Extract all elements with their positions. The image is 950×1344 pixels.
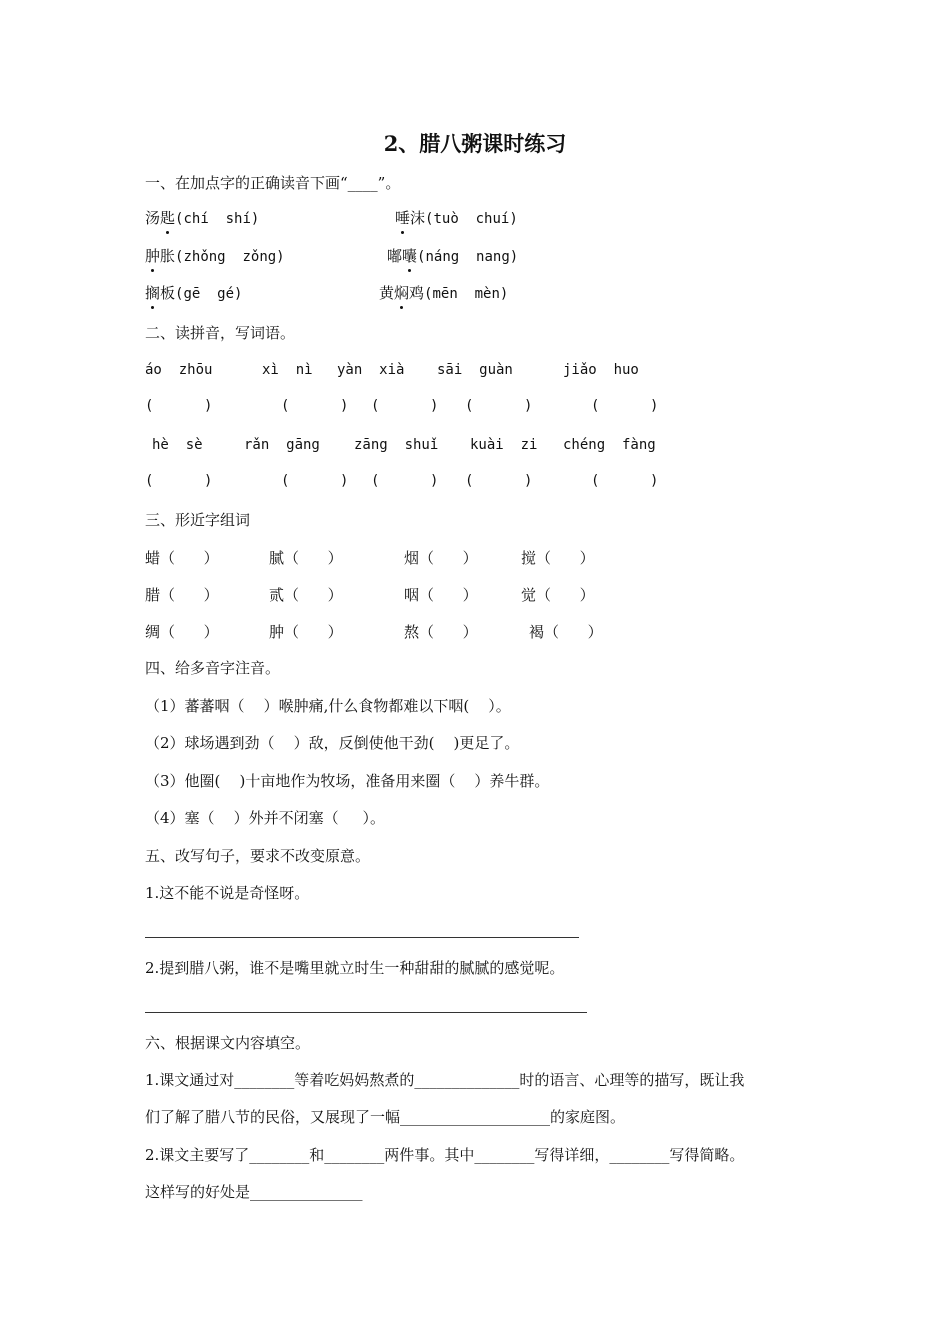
character-word-item[interactable]: 蜡（ ） bbox=[145, 549, 219, 567]
pinyin-choice-item bbox=[387, 246, 518, 267]
dotted-character: 搁 bbox=[145, 284, 161, 302]
dotted-character: 匙 bbox=[160, 209, 176, 227]
word-part: 沫 bbox=[410, 209, 426, 227]
answer-parentheses[interactable]: ( ) bbox=[281, 473, 349, 489]
answer-parentheses[interactable]: ( ) bbox=[591, 473, 659, 489]
pinyin-prompt: sāi guàn bbox=[437, 362, 513, 378]
fill-line-1: 1.课文通过对________等着吃妈妈熬煮的______________时的语言、心理等的描写，既让我 bbox=[145, 1071, 745, 1089]
pinyin-prompt: jiǎo huo bbox=[563, 362, 639, 378]
question-2: 2.提到腊八粥，谁不是嘴里就立时生一种甜甜的腻腻的感觉呢。 bbox=[145, 959, 565, 977]
answer-parentheses[interactable]: ( ) bbox=[465, 473, 533, 489]
pinyin-options: (gē gé) bbox=[175, 286, 243, 302]
section-4-heading: 四、给多音字注音。 bbox=[145, 659, 281, 677]
word-part: 板 bbox=[160, 284, 176, 302]
pinyin-options: (mēn mèn) bbox=[424, 286, 509, 302]
pinyin-prompt: hè sè bbox=[152, 437, 203, 453]
page-title: 2、腊八粥课时练习 bbox=[383, 131, 567, 156]
dotted-character: 唾 bbox=[395, 209, 411, 227]
pinyin-choice-item bbox=[145, 246, 285, 267]
pinyin-options: (zhǒng zǒng) bbox=[175, 249, 285, 265]
dotted-character: 焖 bbox=[394, 284, 410, 302]
section-1-heading: 一、在加点字的正确读音下画“____”。 bbox=[145, 174, 401, 192]
pinyin-prompt: rǎn gāng bbox=[244, 437, 320, 453]
pinyin-prompt: áo zhōu bbox=[145, 362, 213, 378]
pinyin-choice-item bbox=[379, 283, 508, 304]
section-4-item: （1）蕃蕃咽（ ）喉肿痛,什么食物都难以下咽( ）。 bbox=[145, 697, 511, 715]
word-part: 鸡 bbox=[409, 284, 425, 302]
section-3-heading: 三、形近字组词 bbox=[145, 511, 251, 529]
character-word-item[interactable]: 腻（ ） bbox=[269, 549, 343, 567]
question-1: 1.这不能不说是奇怪呀。 bbox=[145, 884, 310, 902]
answer-parentheses[interactable]: ( ) bbox=[145, 398, 213, 414]
fill-line-2: 们了解了腊八节的民俗，又展现了一幅____________________的家庭图。 bbox=[145, 1108, 626, 1126]
answer-parentheses[interactable]: ( ) bbox=[465, 398, 533, 414]
section-2-heading: 二、读拼音，写词语。 bbox=[145, 324, 296, 342]
word-part: 汤 bbox=[145, 209, 161, 227]
answer-parentheses[interactable]: ( ) bbox=[281, 398, 349, 414]
pinyin-options: (chí shí) bbox=[175, 211, 260, 227]
fill-line-4: 这样写的好处是_______________ bbox=[145, 1183, 363, 1201]
pinyin-options: (náng nang) bbox=[417, 249, 519, 265]
section-5-heading: 五、改写句子，要求不改变原意。 bbox=[145, 847, 371, 865]
answer-parentheses[interactable]: ( ) bbox=[371, 398, 439, 414]
pinyin-prompt: kuài zi bbox=[470, 437, 538, 453]
character-word-item[interactable]: 绸（ ） bbox=[145, 623, 219, 641]
pinyin-options: (tuò chuí) bbox=[425, 211, 518, 227]
answer-line-2[interactable] bbox=[145, 1012, 587, 1013]
pinyin-choice-item bbox=[145, 283, 242, 304]
answer-parentheses[interactable]: ( ) bbox=[371, 473, 439, 489]
pinyin-choice-item bbox=[395, 208, 518, 229]
section-4-item: （4）塞（ ）外并不闭塞（ ）。 bbox=[145, 809, 385, 827]
pinyin-prompt: zāng shuǐ bbox=[354, 437, 439, 453]
pinyin-prompt: chéng fàng bbox=[563, 437, 656, 453]
answer-parentheses[interactable]: ( ) bbox=[145, 473, 213, 489]
pinyin-choice-item bbox=[145, 208, 259, 229]
character-word-item[interactable]: 贰（ ） bbox=[269, 586, 343, 604]
section-4-item: （2）球场遇到劲（ ）敌，反倒使他干劲( )更足了。 bbox=[145, 734, 520, 752]
pinyin-prompt: yàn xià bbox=[337, 362, 405, 378]
character-word-item[interactable]: 熬（ ） bbox=[404, 623, 478, 641]
section-6-heading: 六、根据课文内容填空。 bbox=[145, 1034, 311, 1052]
answer-parentheses[interactable]: ( ) bbox=[591, 398, 659, 414]
pinyin-prompt: xì nì bbox=[262, 362, 313, 378]
character-word-item[interactable]: 咽（ ） bbox=[404, 586, 478, 604]
section-4-item: （3）他圈( )十亩地作为牧场，准备用来圈（ ）养牛群。 bbox=[145, 772, 550, 790]
dotted-character: 囔 bbox=[402, 247, 418, 265]
word-part: 黄 bbox=[379, 284, 395, 302]
answer-line-1[interactable] bbox=[145, 937, 579, 938]
character-word-item[interactable]: 搅（ ） bbox=[521, 549, 595, 567]
character-word-item[interactable]: 觉（ ） bbox=[521, 586, 595, 604]
dotted-character: 肿 bbox=[145, 247, 161, 265]
word-part: 胀 bbox=[160, 247, 176, 265]
word-part: 嘟 bbox=[387, 247, 403, 265]
character-word-item[interactable]: 肿（ ） bbox=[269, 623, 343, 641]
character-word-item[interactable]: 烟（ ） bbox=[404, 549, 478, 567]
character-word-item[interactable]: 腊（ ） bbox=[145, 586, 219, 604]
character-word-item[interactable]: 褐（ ） bbox=[529, 623, 603, 641]
fill-line-3: 2.课文主要写了________和________两件事。其中________写得详细，________写得简略。 bbox=[145, 1146, 745, 1164]
